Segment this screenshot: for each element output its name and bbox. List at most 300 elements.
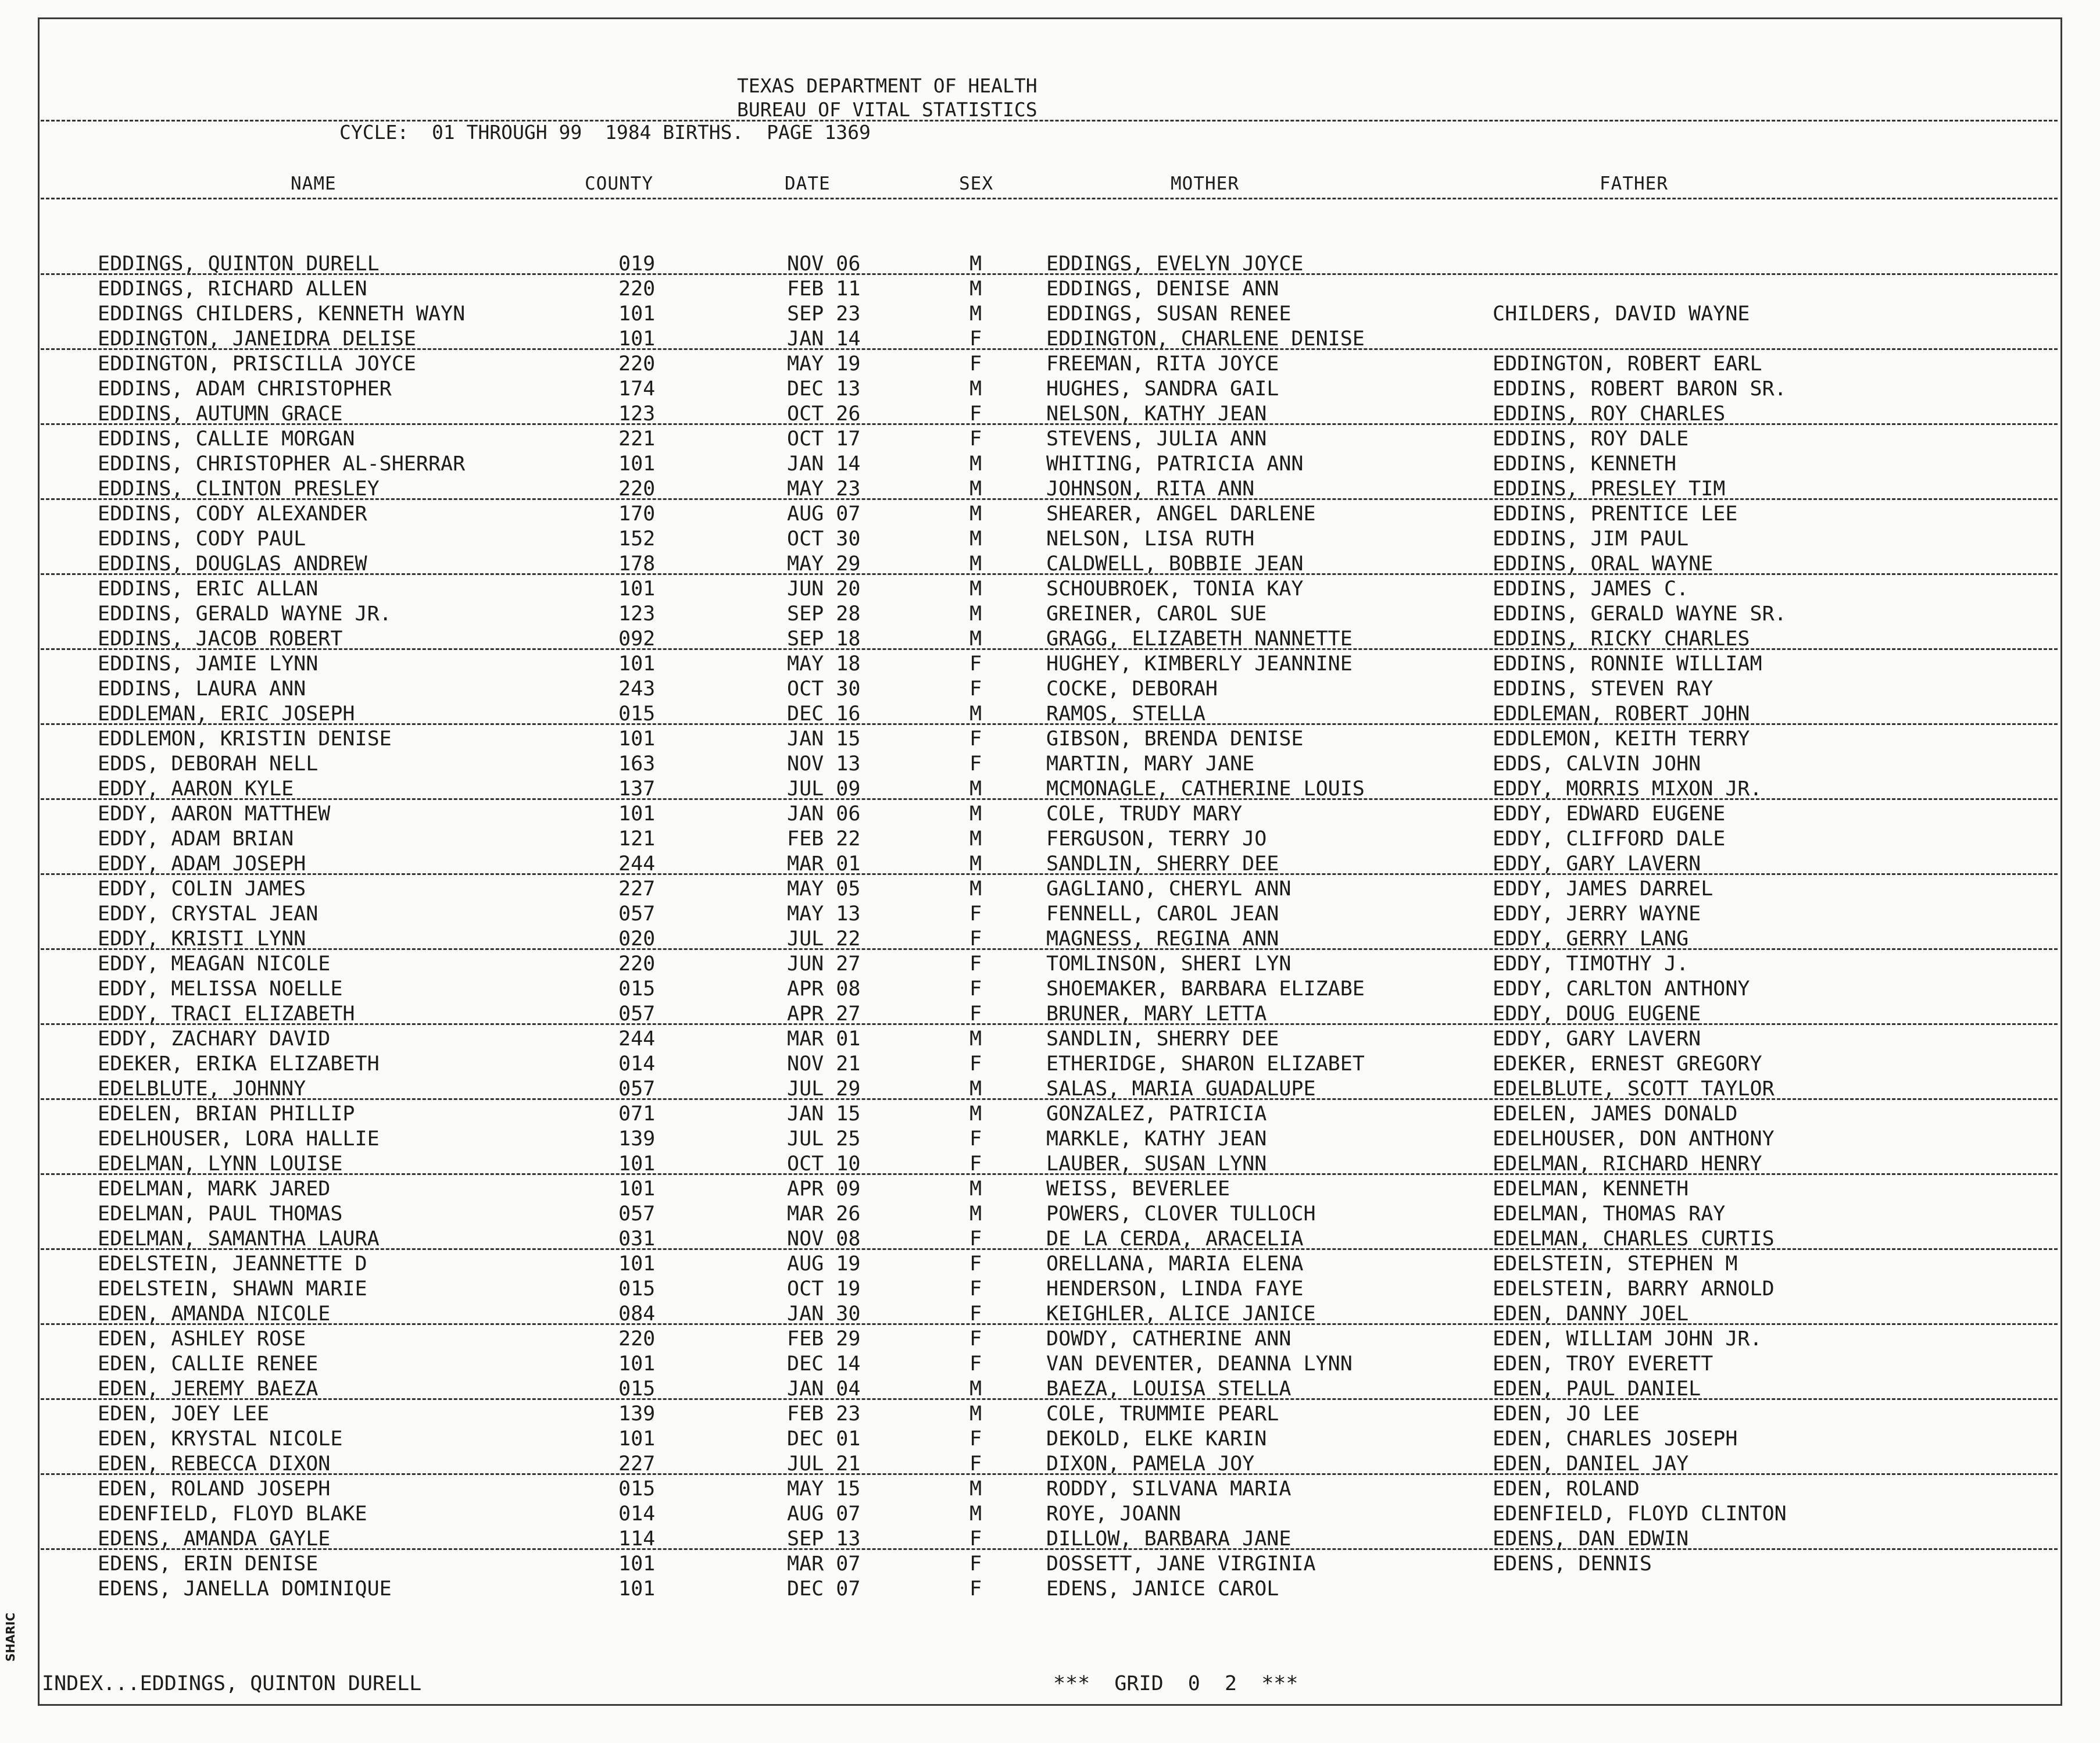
record-name: EDEN, CALLIE RENEE bbox=[98, 1352, 319, 1376]
record-sex: F bbox=[969, 1152, 982, 1176]
record-name: EDDINGTON, JANEIDRA DELISE bbox=[98, 327, 416, 351]
record-mother: MARTIN, MARY JANE bbox=[1046, 752, 1255, 776]
record-date: OCT 17 bbox=[787, 427, 861, 451]
record-mother: DOSSETT, JANE VIRGINIA bbox=[1046, 1552, 1316, 1576]
record-mother: GRAGG, ELIZABETH NANNETTE bbox=[1046, 627, 1353, 651]
record-father: EDEN, WILLIAM JOHN JR. bbox=[1493, 1327, 1762, 1351]
record-father: EDDY, EDWARD EUGENE bbox=[1493, 802, 1726, 826]
rule bbox=[41, 1248, 2058, 1250]
record-sex: M bbox=[969, 1202, 982, 1226]
record-mother: DILLOW, BARBARA JANE bbox=[1046, 1527, 1292, 1551]
record-name: EDEN, JEREMY BAEZA bbox=[98, 1377, 319, 1401]
record-county: 174 bbox=[618, 377, 656, 401]
record-county: 139 bbox=[618, 1127, 656, 1151]
record-father: EDDLEMON, KEITH TERRY bbox=[1493, 727, 1750, 751]
record-date: JAN 14 bbox=[787, 452, 861, 476]
record-date: AUG 07 bbox=[787, 1502, 861, 1526]
record-name: EDELSTEIN, SHAWN MARIE bbox=[98, 1277, 367, 1301]
record-county: 015 bbox=[618, 702, 656, 726]
record-father: EDELMAN, RICHARD HENRY bbox=[1493, 1152, 1762, 1176]
rule bbox=[41, 1398, 2058, 1400]
record-name: EDELSTEIN, JEANNETTE D bbox=[98, 1252, 367, 1276]
record-mother: SANDLIN, SHERRY DEE bbox=[1046, 1027, 1279, 1051]
record-date: SEP 13 bbox=[787, 1527, 861, 1551]
record-mother: SHOEMAKER, BARBARA ELIZABE bbox=[1046, 977, 1365, 1001]
record-father: EDDINS, JIM PAUL bbox=[1493, 527, 1689, 551]
record-sex: F bbox=[969, 952, 982, 976]
record-mother: NELSON, KATHY JEAN bbox=[1046, 402, 1267, 426]
record-name: EDDINS, ADAM CHRISTOPHER bbox=[98, 377, 392, 401]
record-name: EDDS, DEBORAH NELL bbox=[98, 752, 319, 776]
record-row bbox=[0, 1252, 2100, 1277]
record-name: EDDY, ADAM JOSEPH bbox=[98, 852, 306, 876]
record-county: 220 bbox=[618, 952, 656, 976]
record-county: 244 bbox=[618, 1027, 656, 1051]
record-county: 152 bbox=[618, 527, 656, 551]
record-father: EDELMAN, CHARLES CURTIS bbox=[1493, 1227, 1775, 1251]
record-county: 139 bbox=[618, 1402, 656, 1426]
record-mother: EDDINGS, EVELYN JOYCE bbox=[1046, 252, 1304, 276]
record-date: SEP 28 bbox=[787, 602, 861, 626]
record-county: 101 bbox=[618, 1352, 656, 1376]
record-mother: DOWDY, CATHERINE ANN bbox=[1046, 1327, 1292, 1351]
record-sex: F bbox=[969, 727, 982, 751]
rule bbox=[41, 1098, 2058, 1100]
record-row bbox=[0, 427, 2100, 452]
record-county: 114 bbox=[618, 1527, 656, 1551]
record-name: EDEN, ROLAND JOSEPH bbox=[98, 1477, 331, 1501]
record-father: EDEKER, ERNEST GREGORY bbox=[1493, 1052, 1762, 1076]
record-mother: FENNELL, CAROL JEAN bbox=[1046, 902, 1279, 926]
record-sex: M bbox=[969, 577, 982, 601]
record-sex: F bbox=[969, 927, 982, 951]
record-mother: COCKE, DEBORAH bbox=[1046, 677, 1218, 701]
record-mother: SALAS, MARIA GUADALUPE bbox=[1046, 1077, 1316, 1101]
record-mother: HENDERSON, LINDA FAYE bbox=[1046, 1277, 1304, 1301]
col-header-mother: MOTHER bbox=[1171, 173, 1239, 194]
record-mother: STEVENS, JULIA ANN bbox=[1046, 427, 1267, 451]
record-date: JAN 04 bbox=[787, 1377, 861, 1401]
record-date: JAN 15 bbox=[787, 1102, 861, 1126]
index-line: INDEX...EDDINGS, QUINTON DURELL bbox=[42, 1672, 422, 1695]
record-father: EDENS, DENNIS bbox=[1493, 1552, 1652, 1576]
record-date: JUL 29 bbox=[787, 1077, 861, 1101]
record-date: DEC 16 bbox=[787, 702, 861, 726]
record-father: EDDY, GARY LAVERN bbox=[1493, 1027, 1701, 1051]
record-sex: F bbox=[969, 1352, 982, 1376]
record-date: DEC 13 bbox=[787, 377, 861, 401]
record-row bbox=[0, 977, 2100, 1002]
record-row bbox=[0, 277, 2100, 302]
record-county: 220 bbox=[618, 352, 656, 376]
record-sex: M bbox=[969, 302, 982, 326]
record-date: MAY 18 bbox=[787, 652, 861, 676]
record-sex: F bbox=[969, 1552, 982, 1576]
rule bbox=[41, 423, 2058, 425]
record-mother: EDDINGS, DENISE ANN bbox=[1046, 277, 1279, 301]
record-row bbox=[0, 302, 2100, 327]
record-mother: WHITING, PATRICIA ANN bbox=[1046, 452, 1304, 476]
record-date: MAY 19 bbox=[787, 352, 861, 376]
record-county: 015 bbox=[618, 977, 656, 1001]
record-sex: M bbox=[969, 1477, 982, 1501]
record-row bbox=[0, 1427, 2100, 1452]
record-date: JUL 22 bbox=[787, 927, 861, 951]
record-sex: F bbox=[969, 1227, 982, 1251]
record-county: 101 bbox=[618, 327, 656, 351]
record-sex: F bbox=[969, 1002, 982, 1026]
record-name: EDDINS, JAMIE LYNN bbox=[98, 652, 319, 676]
record-mother: MARKLE, KATHY JEAN bbox=[1046, 1127, 1267, 1151]
grid-line: *** GRID 0 2 *** bbox=[1053, 1672, 1298, 1695]
cycle-line: CYCLE: 01 THROUGH 99 1984 BIRTHS. PAGE 1369 bbox=[339, 121, 871, 144]
record-row bbox=[0, 652, 2100, 677]
record-name: EDDINS, DOUGLAS ANDREW bbox=[98, 552, 367, 576]
record-name: EDEN, REBECCA DIXON bbox=[98, 1452, 331, 1476]
rule bbox=[41, 498, 2058, 500]
record-father: EDEN, TROY EVERETT bbox=[1493, 1352, 1713, 1376]
record-father: EDEN, JO LEE bbox=[1493, 1402, 1640, 1426]
record-county: 101 bbox=[618, 1552, 656, 1576]
rule bbox=[41, 648, 2058, 650]
record-name: EDEN, ASHLEY ROSE bbox=[98, 1327, 306, 1351]
record-county: 170 bbox=[618, 502, 656, 526]
record-date: SEP 23 bbox=[787, 302, 861, 326]
record-date: MAY 05 bbox=[787, 877, 861, 901]
record-father: EDEN, DANNY JOEL bbox=[1493, 1302, 1689, 1326]
record-county: 101 bbox=[618, 452, 656, 476]
record-county: 101 bbox=[618, 652, 656, 676]
record-mother: BRUNER, MARY LETTA bbox=[1046, 1002, 1267, 1026]
record-sex: M bbox=[969, 1177, 982, 1201]
record-name: EDDINS, CLINTON PRESLEY bbox=[98, 477, 380, 501]
record-mother: SANDLIN, SHERRY DEE bbox=[1046, 852, 1279, 876]
record-father: EDDINS, PRESLEY TIM bbox=[1493, 477, 1726, 501]
record-sex: M bbox=[969, 452, 982, 476]
record-name: EDELMAN, MARK JARED bbox=[98, 1177, 331, 1201]
record-father: EDELSTEIN, BARRY ARNOLD bbox=[1493, 1277, 1775, 1301]
record-father: EDDY, JERRY WAYNE bbox=[1493, 902, 1701, 926]
col-header-name: NAME bbox=[291, 173, 337, 194]
record-row bbox=[0, 902, 2100, 927]
record-father: EDDINS, GERALD WAYNE SR. bbox=[1493, 602, 1787, 626]
record-sex: M bbox=[969, 852, 982, 876]
record-date: FEB 29 bbox=[787, 1327, 861, 1351]
record-name: EDDY, AARON MATTHEW bbox=[98, 802, 331, 826]
record-sex: M bbox=[969, 552, 982, 576]
record-name: EDENS, ERIN DENISE bbox=[98, 1552, 319, 1576]
rule bbox=[41, 1323, 2058, 1325]
record-sex: F bbox=[969, 1527, 982, 1551]
record-father: EDDINS, STEVEN RAY bbox=[1493, 677, 1713, 701]
record-name: EDDY, CRYSTAL JEAN bbox=[98, 902, 319, 926]
record-father: EDDINS, ROBERT BARON SR. bbox=[1493, 377, 1787, 401]
record-row bbox=[0, 1327, 2100, 1352]
record-father: EDDINS, ROY CHARLES bbox=[1493, 402, 1726, 426]
record-name: EDELEN, BRIAN PHILLIP bbox=[98, 1102, 355, 1126]
rule bbox=[41, 798, 2058, 800]
record-county: 123 bbox=[618, 602, 656, 626]
record-sex: F bbox=[969, 1452, 982, 1476]
rule bbox=[41, 1173, 2058, 1175]
record-name: EDEN, KRYSTAL NICOLE bbox=[98, 1427, 343, 1451]
record-mother: EDDINGS, SUSAN RENEE bbox=[1046, 302, 1292, 326]
record-county: 019 bbox=[618, 252, 656, 276]
record-name: EDDINGS, RICHARD ALLEN bbox=[98, 277, 367, 301]
record-mother: ROYE, JOANN bbox=[1046, 1502, 1181, 1526]
record-name: EDEN, JOEY LEE bbox=[98, 1402, 270, 1426]
record-county: 057 bbox=[618, 902, 656, 926]
record-mother: GAGLIANO, CHERYL ANN bbox=[1046, 877, 1292, 901]
record-sex: F bbox=[969, 1277, 982, 1301]
record-county: 057 bbox=[618, 1202, 656, 1226]
record-sex: F bbox=[969, 1427, 982, 1451]
record-row bbox=[0, 527, 2100, 552]
record-mother: TOMLINSON, SHERI LYN bbox=[1046, 952, 1292, 976]
record-sex: F bbox=[969, 677, 982, 701]
record-date: JAN 30 bbox=[787, 1302, 861, 1326]
record-mother: ORELLANA, MARIA ELENA bbox=[1046, 1252, 1304, 1276]
record-name: EDENS, AMANDA GAYLE bbox=[98, 1527, 331, 1551]
record-date: DEC 01 bbox=[787, 1427, 861, 1451]
record-county: 031 bbox=[618, 1227, 656, 1251]
record-row bbox=[0, 1177, 2100, 1202]
record-county: 137 bbox=[618, 777, 656, 801]
record-date: AUG 19 bbox=[787, 1252, 861, 1276]
record-father: EDENFIELD, FLOYD CLINTON bbox=[1493, 1502, 1787, 1526]
rule bbox=[41, 348, 2058, 350]
record-father: EDDINS, ROY DALE bbox=[1493, 427, 1689, 451]
record-sex: M bbox=[969, 702, 982, 726]
record-county: 015 bbox=[618, 1277, 656, 1301]
record-date: APR 08 bbox=[787, 977, 861, 1001]
record-father: EDDINS, JAMES C. bbox=[1493, 577, 1689, 601]
record-father: EDELEN, JAMES DONALD bbox=[1493, 1102, 1738, 1126]
record-father: EDEN, DANIEL JAY bbox=[1493, 1452, 1689, 1476]
record-county: 227 bbox=[618, 1452, 656, 1476]
record-name: EDELBLUTE, JOHNNY bbox=[98, 1077, 306, 1101]
record-mother: RODDY, SILVANA MARIA bbox=[1046, 1477, 1292, 1501]
record-sex: F bbox=[969, 1302, 982, 1326]
record-sex: F bbox=[969, 352, 982, 376]
record-row bbox=[0, 1477, 2100, 1502]
record-county: 220 bbox=[618, 277, 656, 301]
record-mother: FREEMAN, RITA JOYCE bbox=[1046, 352, 1279, 376]
record-mother: GONZALEZ, PATRICIA bbox=[1046, 1102, 1267, 1126]
record-name: EDDY, AARON KYLE bbox=[98, 777, 294, 801]
record-county: 220 bbox=[618, 1327, 656, 1351]
record-row bbox=[0, 1577, 2100, 1602]
record-sex: M bbox=[969, 502, 982, 526]
record-date: NOV 13 bbox=[787, 752, 861, 776]
record-date: DEC 14 bbox=[787, 1352, 861, 1376]
record-date: JAN 06 bbox=[787, 802, 861, 826]
record-name: EDELMAN, LYNN LOUISE bbox=[98, 1152, 343, 1176]
record-sex: M bbox=[969, 1377, 982, 1401]
record-date: OCT 26 bbox=[787, 402, 861, 426]
record-county: 178 bbox=[618, 552, 656, 576]
record-name: EDDINS, JACOB ROBERT bbox=[98, 627, 343, 651]
record-mother: HUGHES, SANDRA GAIL bbox=[1046, 377, 1279, 401]
col-header-father: FATHER bbox=[1600, 173, 1668, 194]
record-mother: RAMOS, STELLA bbox=[1046, 702, 1205, 726]
record-sex: M bbox=[969, 477, 982, 501]
record-father: CHILDERS, DAVID WAYNE bbox=[1493, 302, 1750, 326]
record-mother: EDDINGTON, CHARLENE DENISE bbox=[1046, 327, 1365, 351]
rule bbox=[41, 873, 2058, 875]
record-county: 057 bbox=[618, 1002, 656, 1026]
record-mother: JOHNSON, RITA ANN bbox=[1046, 477, 1255, 501]
record-county: 020 bbox=[618, 927, 656, 951]
record-father: EDELMAN, KENNETH bbox=[1493, 1177, 1689, 1201]
rule bbox=[41, 1473, 2058, 1475]
record-name: EDDINS, GERALD WAYNE JR. bbox=[98, 602, 392, 626]
record-row bbox=[0, 827, 2100, 852]
col-header-date: DATE bbox=[785, 173, 831, 194]
record-name: EDDY, ZACHARY DAVID bbox=[98, 1027, 331, 1051]
record-mother: SHEARER, ANGEL DARLENE bbox=[1046, 502, 1316, 526]
record-name: EDDINGS, QUINTON DURELL bbox=[98, 252, 380, 276]
record-row bbox=[0, 952, 2100, 977]
record-date: JAN 14 bbox=[787, 327, 861, 351]
record-county: 057 bbox=[618, 1077, 656, 1101]
record-date: JUL 21 bbox=[787, 1452, 861, 1476]
record-mother: FERGUSON, TERRY JO bbox=[1046, 827, 1267, 851]
record-sex: F bbox=[969, 402, 982, 426]
record-sex: M bbox=[969, 627, 982, 651]
record-father: EDELMAN, THOMAS RAY bbox=[1493, 1202, 1726, 1226]
record-date: JUL 25 bbox=[787, 1127, 861, 1151]
record-father: EDENS, DAN EDWIN bbox=[1493, 1527, 1689, 1551]
record-date: JUL 09 bbox=[787, 777, 861, 801]
record-row bbox=[0, 802, 2100, 827]
record-sex: F bbox=[969, 752, 982, 776]
record-father: EDEN, ROLAND bbox=[1493, 1477, 1640, 1501]
record-name: EDDINGS CHILDERS, KENNETH WAYN bbox=[98, 302, 466, 326]
record-county: 243 bbox=[618, 677, 656, 701]
record-father: EDDY, CLIFFORD DALE bbox=[1493, 827, 1726, 851]
side-tag: SHARIC bbox=[3, 1612, 17, 1662]
record-date: AUG 07 bbox=[787, 502, 861, 526]
record-name: EDDINS, LAURA ANN bbox=[98, 677, 306, 701]
record-date: MAY 23 bbox=[787, 477, 861, 501]
record-father: EDDINS, ORAL WAYNE bbox=[1493, 552, 1713, 576]
record-date: DEC 07 bbox=[787, 1577, 861, 1601]
record-name: EDDINS, ERIC ALLAN bbox=[98, 577, 319, 601]
record-mother: WEISS, BEVERLEE bbox=[1046, 1177, 1230, 1201]
record-date: MAY 15 bbox=[787, 1477, 861, 1501]
rule bbox=[41, 948, 2058, 950]
record-father: EDDLEMAN, ROBERT JOHN bbox=[1493, 702, 1750, 726]
record-mother: EDENS, JANICE CAROL bbox=[1046, 1577, 1279, 1601]
record-father: EDELHOUSER, DON ANTHONY bbox=[1493, 1127, 1775, 1151]
rule bbox=[41, 198, 2058, 199]
record-county: 092 bbox=[618, 627, 656, 651]
header-title: TEXAS DEPARTMENT OF HEALTH bbox=[737, 74, 1038, 97]
record-sex: M bbox=[969, 527, 982, 551]
record-county: 220 bbox=[618, 477, 656, 501]
record-mother: SCHOUBROEK, TONIA KAY bbox=[1046, 577, 1304, 601]
record-date: FEB 23 bbox=[787, 1402, 861, 1426]
record-date: MAR 01 bbox=[787, 1027, 861, 1051]
record-sex: F bbox=[969, 1252, 982, 1276]
record-father: EDDS, CALVIN JOHN bbox=[1493, 752, 1701, 776]
record-mother: DIXON, PAMELA JOY bbox=[1046, 1452, 1255, 1476]
record-county: 015 bbox=[618, 1477, 656, 1501]
record-name: EDEN, AMANDA NICOLE bbox=[98, 1302, 331, 1326]
record-date: MAY 29 bbox=[787, 552, 861, 576]
record-name: EDDINS, CALLIE MORGAN bbox=[98, 427, 355, 451]
record-county: 101 bbox=[618, 1152, 656, 1176]
record-name: EDELHOUSER, LORA HALLIE bbox=[98, 1127, 380, 1151]
col-header-sex: SEX bbox=[959, 173, 993, 194]
record-mother: CALDWELL, BOBBIE JEAN bbox=[1046, 552, 1304, 576]
record-mother: GIBSON, BRENDA DENISE bbox=[1046, 727, 1304, 751]
record-county: 163 bbox=[618, 752, 656, 776]
record-father: EDDY, CARLTON ANTHONY bbox=[1493, 977, 1750, 1001]
record-row bbox=[0, 502, 2100, 527]
record-name: EDDINGTON, PRISCILLA JOYCE bbox=[98, 352, 416, 376]
record-county: 101 bbox=[618, 802, 656, 826]
record-date: OCT 30 bbox=[787, 527, 861, 551]
record-mother: COLE, TRUDY MARY bbox=[1046, 802, 1243, 826]
record-county: 014 bbox=[618, 1502, 656, 1526]
rule bbox=[41, 273, 2058, 275]
record-name: EDDY, MEAGAN NICOLE bbox=[98, 952, 331, 976]
record-row bbox=[0, 752, 2100, 777]
record-mother: COLE, TRUMMIE PEARL bbox=[1046, 1402, 1279, 1426]
record-sex: F bbox=[969, 427, 982, 451]
record-county: 221 bbox=[618, 427, 656, 451]
record-county: 084 bbox=[618, 1302, 656, 1326]
record-name: EDELMAN, SAMANTHA LAURA bbox=[98, 1227, 380, 1251]
record-name: EDDINS, CODY PAUL bbox=[98, 527, 306, 551]
record-county: 101 bbox=[618, 727, 656, 751]
record-sex: F bbox=[969, 652, 982, 676]
record-date: MAR 01 bbox=[787, 852, 861, 876]
record-sex: M bbox=[969, 877, 982, 901]
record-sex: M bbox=[969, 1102, 982, 1126]
record-date: NOV 21 bbox=[787, 1052, 861, 1076]
record-county: 071 bbox=[618, 1102, 656, 1126]
record-sex: M bbox=[969, 1502, 982, 1526]
record-sex: M bbox=[969, 802, 982, 826]
record-sex: M bbox=[969, 1402, 982, 1426]
record-mother: ETHERIDGE, SHARON ELIZABET bbox=[1046, 1052, 1365, 1076]
record-mother: DE LA CERDA, ARACELIA bbox=[1046, 1227, 1304, 1251]
record-name: EDDINS, CODY ALEXANDER bbox=[98, 502, 367, 526]
record-county: 101 bbox=[618, 1177, 656, 1201]
header-subtitle: BUREAU OF VITAL STATISTICS bbox=[737, 98, 1038, 121]
record-row bbox=[0, 1127, 2100, 1152]
record-date: APR 09 bbox=[787, 1177, 861, 1201]
record-county: 101 bbox=[618, 577, 656, 601]
record-row bbox=[0, 1502, 2100, 1527]
record-name: EDENS, JANELLA DOMINIQUE bbox=[98, 1577, 392, 1601]
record-row bbox=[0, 677, 2100, 702]
record-date: MAR 07 bbox=[787, 1552, 861, 1576]
record-date: MAY 13 bbox=[787, 902, 861, 926]
record-mother: DEKOLD, ELKE KARIN bbox=[1046, 1427, 1267, 1451]
record-father: EDDY, GARY LAVERN bbox=[1493, 852, 1701, 876]
record-county: 015 bbox=[618, 1377, 656, 1401]
record-name: EDDINS, AUTUMN GRACE bbox=[98, 402, 343, 426]
record-date: JUN 27 bbox=[787, 952, 861, 976]
record-date: OCT 19 bbox=[787, 1277, 861, 1301]
record-sex: M bbox=[969, 827, 982, 851]
record-name: EDDY, ADAM BRIAN bbox=[98, 827, 294, 851]
record-row bbox=[0, 577, 2100, 602]
